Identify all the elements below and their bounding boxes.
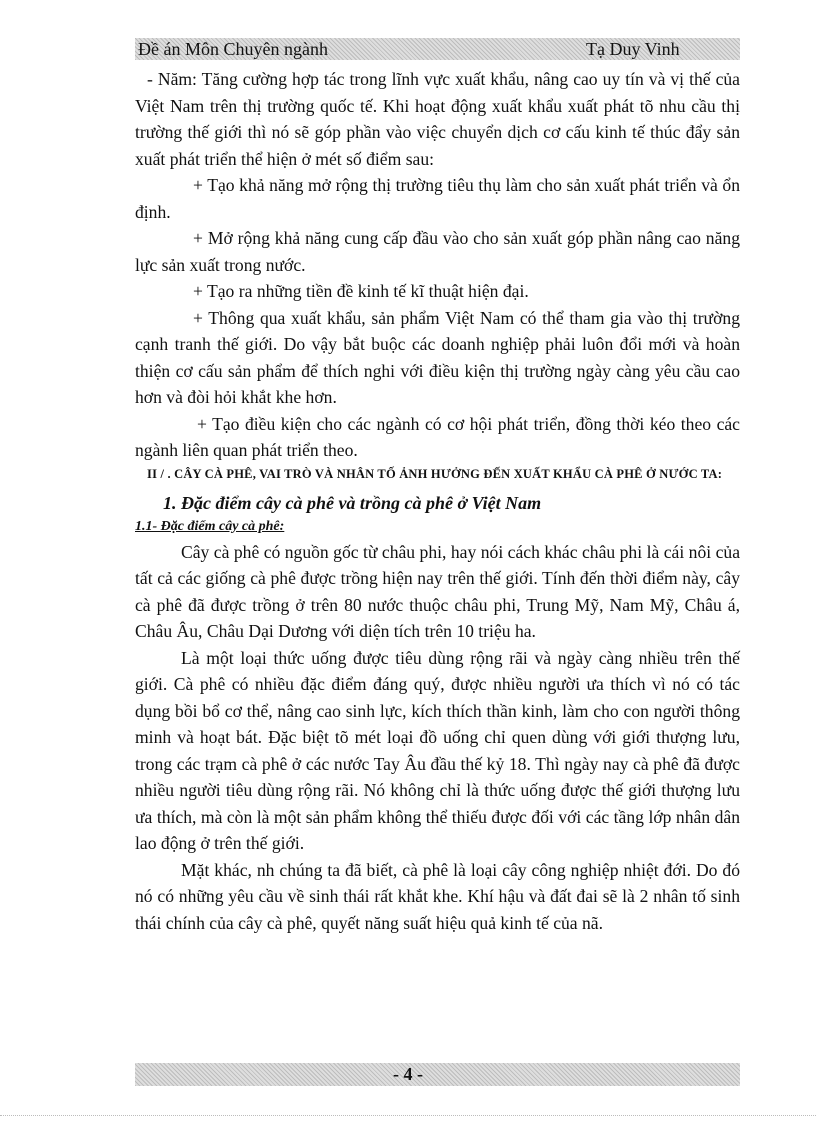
section-title-coffee-characteristics: 1. Đặc điểm cây cà phê và trồng cà phê ở Việt Nam bbox=[163, 492, 542, 513]
section-heading-coffee: II / . CÂY CÀ PHÊ, VAI TRÒ VÀ NHÂN TỐ ẢNH HƯỞNG ĐẾN XUẤT KHẨU CÀ PHÊ Ở NƯỚC TA: bbox=[147, 466, 723, 481]
bullet-industry-development: + Tạo điều kiện cho các ngành có cơ hội phát triển, đồng thời kéo theo các ngành liên quan phát triển theo. bbox=[135, 413, 740, 460]
paragraph-origin: Cây cà phê có nguồn gốc từ châu phi, hay nói cách khác châu phi là cái nôi của tất cả các giống cà phê được trồng hiện nay trên thế giới. Tính đến thời điểm này, cây cà phê đã được trồng ở trên 80 nước thuộc châu phi, Trung Mỹ, Nam Mỹ, Châu á, Châu Âu, Châu Dại Dương với diện tích trên 10 triệu ha. bbox=[135, 541, 740, 641]
bullet-competition: + Thông qua xuất khẩu, sản phẩm Việt Nam có thể tham gia vào thị trường cạnh tranh thế giới. Do vậy bắt buộc các doanh nghiệp phải luôn đổi mới và hoàn thiện cơ cấu sản phẩm để thích nghi với điều kiện thị trường ngày càng yêu cầu cao hơn và đòi hỏi khắt khe hơn. bbox=[135, 307, 740, 407]
page-content bbox=[135, 66, 740, 936]
bullet-market-expansion: + Tạo khả năng mở rộng thị trường tiêu thụ làm cho sản xuất phát triển và ổn định. bbox=[135, 175, 740, 222]
bullet-tech-premises: + Tạo ra những tiền đề kinh tế kĩ thuật hiện đại. bbox=[193, 281, 529, 301]
subsection-title-coffee-plant: 1.1- Đặc điểm cây cà phê: bbox=[135, 518, 285, 534]
page-number: - 4 - bbox=[393, 1064, 423, 1084]
paragraph-ecology: Mặt khác, nh chúng ta đã biết, cà phê là loại cây công nghiệp nhiệt đới. Do đó nó có những yêu cầu về sinh thái rất khắt khe. Khí hậu và đất đai sẽ là 2 nhân tố sinh thái chính của cây cà phê, quyết năng suất hiệu quả kinh tế của nã. bbox=[135, 859, 740, 933]
page-bottom-divider bbox=[0, 1115, 816, 1117]
document-title: Đề án Môn Chuyên ngành bbox=[138, 39, 328, 59]
bullet-input-supply: + Mở rộng khả năng cung cấp đầu vào cho sản xuất góp phần nâng cao năng lực sản xuất trong nước. bbox=[135, 228, 740, 275]
author-name: Tạ Duy Vinh bbox=[586, 39, 680, 59]
paragraph-year: - Năm: Tăng cường hợp tác trong lĩnh vực xuất khẩu, nâng cao uy tín và vị thế của Việt Nam trên thị trường quốc tế. Khi hoạt động xuất khẩu xuất phát tõ nhu cầu thị trường thế giới thì nó sẽ góp phần vào việc chuyển dịch cơ cấu kinh tế thúc đẩy sản xuất phát triển thể hiện ở mét số điểm sau: bbox=[135, 69, 740, 169]
paragraph-consumption: Là một loại thức uống được tiêu dùng rộng rãi và ngày càng nhiều trên thế giới. Cà phê có nhiều đặc điểm đáng quý, được nhiều người ưa thích vì nó có tác dụng bồi bổ cơ thể, nâng cao sinh lực, kích thích thần kinh, làm cho con người thông minh và hoạt bát. Đặc biệt tõ mét loại đồ uống chỉ quen dùng với giới thượng lưu, trong các trạm cà phê ở các nước Tay Âu đầu thế kỷ 18. Thì ngày nay cà phê đã được nhiều người tiêu dùng rộng rãi. Nó không chỉ là thức uống được thế giới thượng lưu ưa thích, mà còn là một sản phẩm không thể thiếu được đối với các tầng lớp nhân dân lao động ở trên thế giới. bbox=[135, 647, 740, 853]
